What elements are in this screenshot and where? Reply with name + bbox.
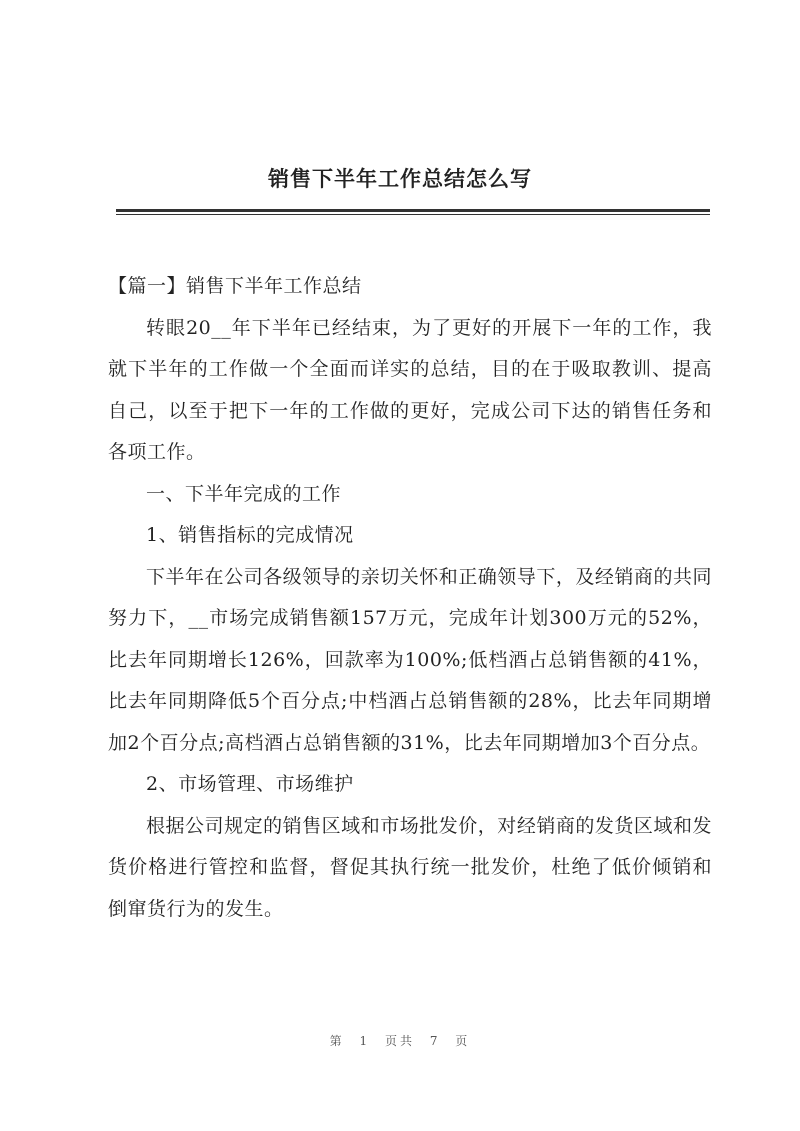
footer-of-label: 页共 bbox=[384, 1034, 415, 1048]
footer-total-pages: 7 bbox=[429, 1034, 441, 1048]
sales-targets-paragraph: 下半年在公司各级领导的亲切关怀和正确领导下，及经销商的共同努力下，__市场完成销售额157万元，完成年计划300万元的52%，比去年同期增长126%，回款率为100%;低档酒占总销售额的41%，比去年同期降低5个百分点;中档酒占总销售额的28%，比去年同期增加2个百分点;高档酒占总销售额的31%，比去年同期增加3个百分点。 bbox=[108, 565, 712, 754]
title-divider-thin bbox=[116, 214, 710, 215]
section-heading: 【篇一】销售下半年工作总结 bbox=[108, 275, 362, 297]
title-divider-thick bbox=[116, 209, 710, 212]
document-title: 销售下半年工作总结怎么写 bbox=[268, 166, 532, 191]
footer-page-number: 1 bbox=[359, 1034, 371, 1048]
subheading-sales-targets: 1、销售指标的完成情况 bbox=[146, 524, 354, 546]
intro-paragraph: 转眼20__年下半年已经结束，为了更好的开展下一年的工作，我就下半年的工作做一个全面而详实的总结，目的在于吸取教训、提高自己，以至于把下一年的工作做的更好，完成公司下达的销售任务和各项工作。 bbox=[108, 316, 712, 463]
market-management-paragraph: 根据公司规定的销售区域和市场批发价，对经销商的发货区域和发货价格进行管控和监督，督促其执行统一批发价，杜绝了低价倾销和倒窜货行为的发生。 bbox=[108, 814, 712, 920]
page-footer bbox=[0, 1032, 800, 1049]
subheading-completed-work: 一、下半年完成的工作 bbox=[146, 482, 342, 505]
footer-page-label: 第 bbox=[329, 1034, 345, 1048]
subheading-market-management: 2、市场管理、市场维护 bbox=[146, 773, 354, 795]
document-body bbox=[108, 266, 712, 930]
footer-end-label: 页 bbox=[455, 1034, 471, 1048]
